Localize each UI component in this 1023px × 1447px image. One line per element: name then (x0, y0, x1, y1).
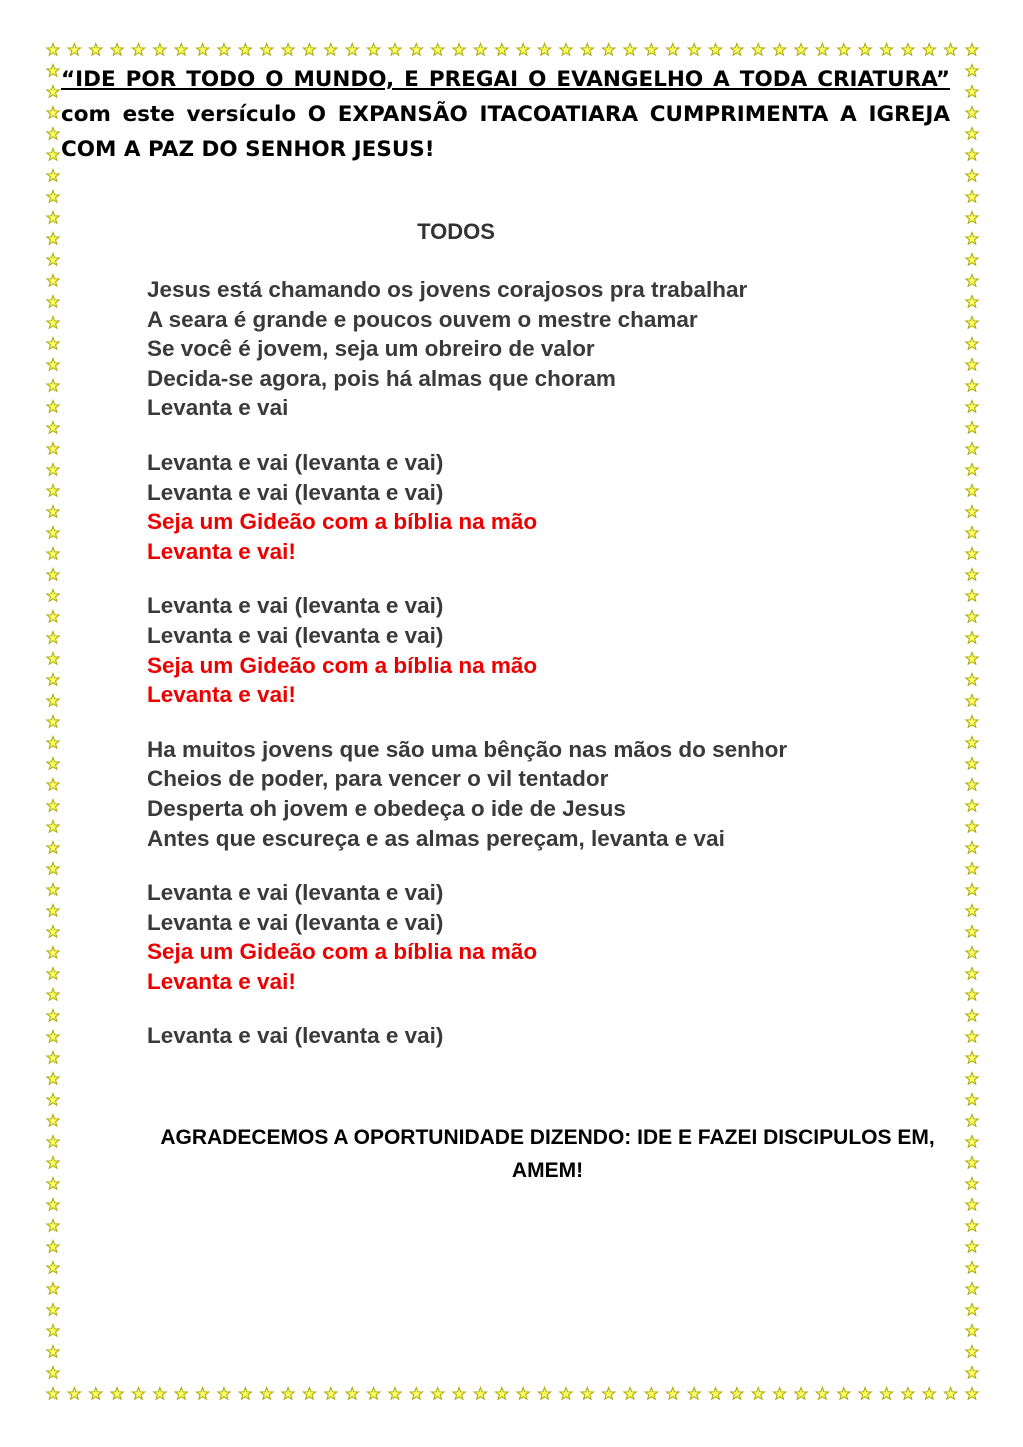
stanza (147, 275, 927, 423)
header-rest: O EXPANSÃO ITACOATIARA CUMPRIMENTA A IGREJA COM A PAZ DO SENHOR JESUS! (61, 102, 950, 162)
lyric-line: Ha muitos jovens que são uma bênção nas mãos do senhor (147, 736, 788, 762)
lyric-line: Levanta e vai (levanta e vai) (147, 479, 444, 505)
lyric-line: Levanta e vai (levanta e vai) (147, 622, 444, 648)
header-connector: com este versículo (61, 102, 297, 127)
chorus-line: Levanta e vai! (147, 682, 296, 708)
lyric-line: Desperta oh jovem e obedeça o ide de Jesus (147, 795, 626, 821)
lyric-line: A seara é grande e poucos ouvem o mestre chamar (147, 306, 698, 332)
lyric-line: Cheios de poder, para vencer o vil tentador (147, 766, 609, 792)
stanza (147, 1021, 927, 1051)
stanza (147, 591, 927, 709)
chorus-line: Seja um Gideão com a bíblia na mão (147, 939, 538, 965)
chorus-line: Levanta e vai! (147, 968, 296, 994)
chorus-line: Levanta e vai! (147, 538, 296, 564)
lyric-line: Levanta e vai (147, 395, 289, 421)
lyric-line: Antes que escureça e as almas pereçam, levanta e vai (147, 825, 725, 851)
lyric-line: Levanta e vai (levanta e vai) (147, 880, 444, 906)
lyric-line: Levanta e vai (levanta e vai) (147, 593, 444, 619)
lyric-line: Decida-se agora, pois há almas que choram (147, 365, 616, 391)
stanza (147, 735, 927, 853)
closing-text: AGRADECEMOS A OPORTUNIDADE DIZENDO: IDE E FAZEI DISCIPULOS EM, AMEM! (160, 1126, 935, 1182)
chorus-line: Seja um Gideão com a bíblia na mão (147, 652, 538, 678)
lyrics (147, 275, 927, 1076)
lyric-line: Levanta e vai (levanta e vai) (147, 909, 444, 935)
section-title: TODOS (417, 219, 495, 244)
lyric-line: Levanta e vai (levanta e vai) (147, 449, 444, 475)
stanza (147, 448, 927, 566)
lyric-line: Jesus está chamando os jovens corajosos pra trabalhar (147, 277, 748, 302)
lyric-line: Se você é jovem, seja um obreiro de valor (147, 336, 595, 362)
stanza (147, 878, 927, 996)
chorus-line: Seja um Gideão com a bíblia na mão (147, 509, 538, 535)
lyric-line: Levanta e vai (levanta e vai) (147, 1023, 444, 1049)
header-paragraph (61, 62, 950, 167)
header-quote: “IDE POR TODO O MUNDO, E PREGAI O EVANGELHO A TODA CRIATURA” (61, 67, 950, 92)
